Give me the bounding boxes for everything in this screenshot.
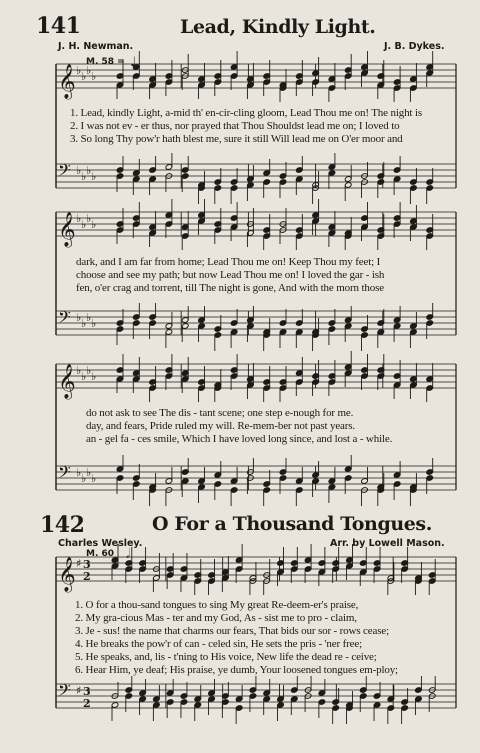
flat-sign: ♭ (91, 370, 97, 383)
tempo-marking: M. 58 = (86, 57, 125, 67)
lyric-line: 2. My gra-cious Mas - ter and my God, As - sist me to pro - claim, (75, 612, 357, 624)
hymn-title: O For a Thousand Tongues. (152, 513, 432, 535)
flat-sign: ♭ (91, 218, 97, 231)
bass-clef: 𝄢 (58, 680, 71, 704)
lyric-line: 5. He speaks, and, lis - t'ning to His voice, New life the dead re - ceive; (75, 651, 377, 663)
treble-clef: 𝄞 (58, 212, 76, 247)
flat-sign: ♭ (86, 64, 92, 77)
flat-sign: ♭ (81, 170, 87, 183)
words-credit: Charles Wesley. (58, 538, 143, 549)
treble-clef: 𝄞 (58, 557, 76, 592)
flat-sign: ♭ (86, 311, 92, 324)
flat-sign: ♭ (86, 466, 92, 479)
sharp-sign: ♯ (76, 557, 82, 570)
flat-sign: ♭ (91, 170, 97, 183)
time-signature: 2 (83, 697, 91, 710)
hymn-number: 141 (36, 13, 81, 39)
treble-clef: 𝄞 (58, 64, 76, 99)
half-note-icon: 𝅗𝅥 (126, 547, 131, 562)
flat-sign: ♭ (76, 364, 82, 377)
flat-sign: ♭ (86, 364, 92, 377)
music-credit: J. B. Dykes. (384, 41, 445, 52)
quarter-note-icon: ♩ (130, 55, 137, 70)
flat-sign: ♭ (81, 472, 87, 485)
flat-sign: ♭ (76, 466, 82, 479)
flat-sign: ♭ (81, 70, 87, 83)
lyric-line: fen, o'er crag and torrent, till The night is gone, And with the morn those (76, 282, 384, 294)
flat-sign: ♭ (91, 317, 97, 330)
bass-clef: 𝄢 (58, 462, 71, 486)
words-credit: J. H. Newman. (58, 41, 134, 52)
flat-sign: ♭ (81, 218, 87, 231)
lyric-line: 1. Lead, kindly Light, a-mid th' en-cir-cling gloom, Lead Thou me on! The night is (70, 107, 422, 119)
lyric-line: choose and see my path; but now Lead Thou me on! I loved the gar - ish (76, 269, 385, 281)
time-signature: 3 (83, 558, 91, 571)
lyric-line: day, and fears, Pride ruled my will. Re-mem-ber not past years. (86, 420, 356, 432)
bass-clef: 𝄢 (58, 307, 71, 331)
hymn-title: Lead, Kindly Light. (180, 16, 376, 38)
treble-clef: 𝄞 (58, 364, 76, 399)
tempo-marking: M. 60 (86, 549, 115, 559)
lyric-line: do not ask to see The dis - tant scene; one step e-nough for me. (86, 407, 354, 419)
hymn-number: 142 (40, 512, 85, 538)
flat-sign: ♭ (76, 212, 82, 225)
flat-sign: ♭ (76, 311, 82, 324)
lyric-line: 6. Hear Him, ye deaf; His praise, ye dumb, Your loosened tongues em-ploy; (75, 664, 398, 676)
flat-sign: ♭ (91, 472, 97, 485)
flat-sign: ♭ (81, 370, 87, 383)
lyric-line: 2. I was not ev - er thus, nor prayed that Thou Shouldst lead me on; I loved to (70, 120, 400, 132)
flat-sign: ♭ (91, 70, 97, 83)
time-signature: 2 (83, 570, 91, 583)
lyric-line: 3. Je - sus! the name that charms our fears, That bids our sor - rows cease; (75, 625, 390, 637)
time-signature: 3 (83, 685, 91, 698)
lyric-line: dark, and I am far from home; Lead Thou me on! Keep Thou my feet; I (76, 256, 381, 268)
flat-sign: ♭ (86, 212, 92, 225)
lyric-line: 3. So long Thy pow'r hath blest me, sure it still Will lead me on O'er moor and (70, 133, 403, 145)
lyric-line: 4. He breaks the pow'r of can - celed sin, He sets the pris - 'ner free; (75, 638, 362, 650)
sharp-sign: ♯ (76, 684, 82, 697)
lyric-line: an - gel fa - ces smile, Which I have loved long since, and lost a - while. (86, 433, 393, 445)
bass-clef: 𝄢 (58, 160, 71, 184)
lyric-line: 1. O for a thou-sand tongues to sing My great Re-deem-er's praise, (75, 599, 359, 611)
flat-sign: ♭ (76, 164, 82, 177)
flat-sign: ♭ (86, 164, 92, 177)
flat-sign: ♭ (76, 64, 82, 77)
music-credit: Arr. by Lowell Mason. (330, 538, 445, 549)
flat-sign: ♭ (81, 317, 87, 330)
